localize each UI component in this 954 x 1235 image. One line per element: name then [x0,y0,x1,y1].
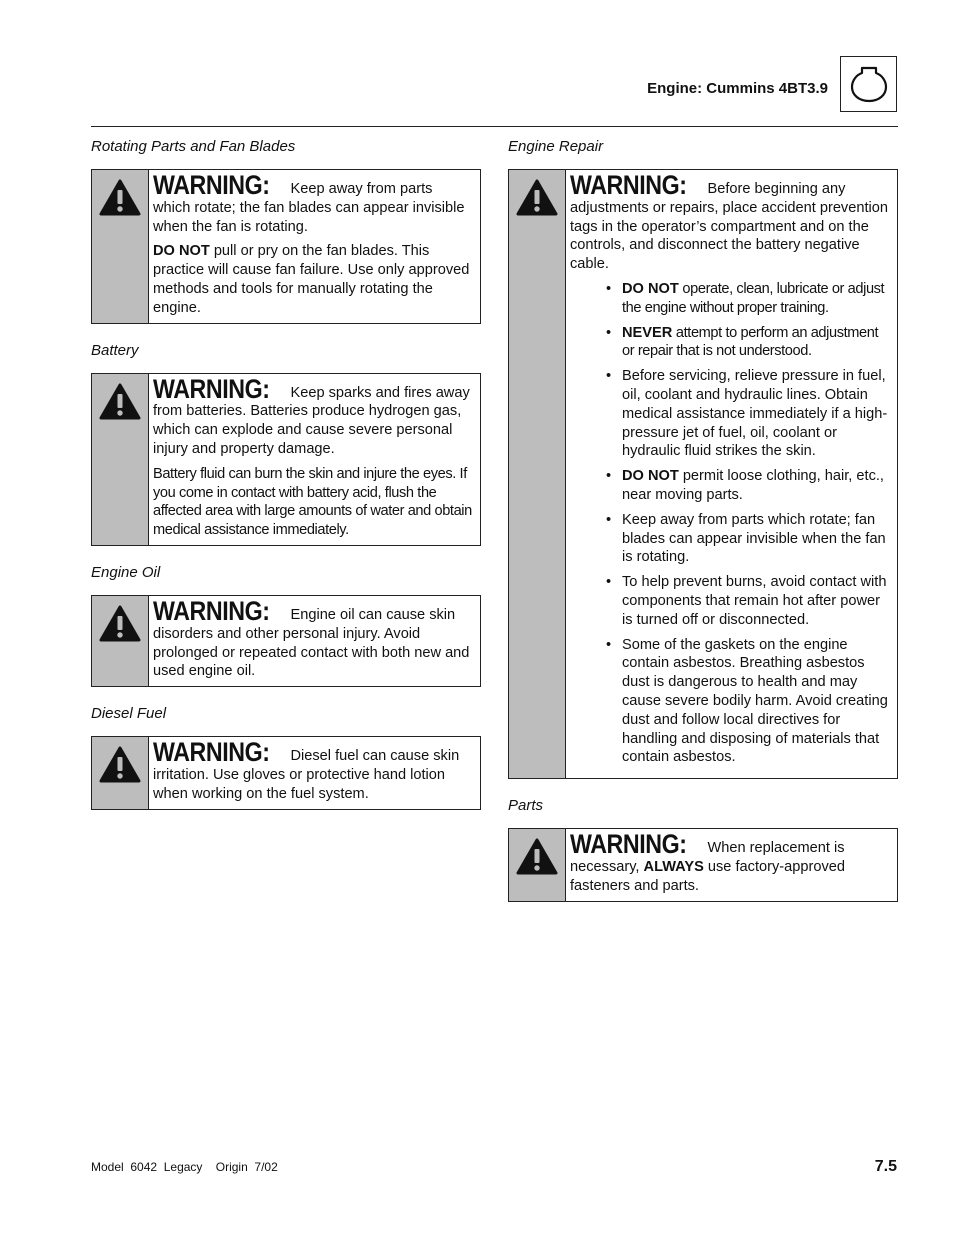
emphasis-text: DO NOT [622,280,679,297]
warning-box-battery [91,373,481,546]
warning-text: Keep away from parts which rotate; the fan blades can appear invisible when the fan is rotating. [153,181,465,235]
page-header-title: Engine: Cummins 4BT3.9 [647,80,828,97]
list-item [622,324,889,362]
warning-triangle-icon [98,178,142,218]
warning-word: WARNING: [153,595,270,626]
list-item [622,280,889,318]
warning-text: pull or pry on the fan blades. This practice will cause fan failure. Use only approved methods and tools for manually rotating the engine. [153,243,470,316]
emphasis-text: DO NOT [622,468,679,485]
header-rule [91,126,898,127]
list-item-text: permit loose clothing, hair, etc., near moving parts. [622,468,884,503]
warning-word: WARNING: [570,170,687,200]
warning-box-parts [508,828,898,901]
page-number: 7.5 [874,1158,897,1175]
warning-text: Keep sparks and fires away from batteries. Batteries produce hydrogen gas, which can explode and cause severe personal injury and property damage. [153,384,470,457]
warning-text: Before beginning any adjustments or repairs, place accident prevention tags in the operator’s compartment and on the controls, and disconnect the battery negative cable. [570,181,888,273]
warning-box-engine-oil [91,595,481,687]
warning-text: use factory-approved fasteners and parts. [570,858,845,894]
warning-word: WARNING: [153,170,270,200]
emphasis-text: DO NOT [153,243,210,260]
warning-word: WARNING: [153,737,270,768]
bullet-list [570,280,889,767]
list-item [622,467,889,505]
list-item: • Some of the gaskets on the engine contain asbestos. Breathing asbestos dust is dangerous to health and may cause severe bodily harm. Avoid creating dust and follow local directives for handling and disposing of materials that contain asbestos. [622,636,889,768]
warning-box-engine-repair [508,169,898,779]
left-column [91,138,481,828]
section-label-engine-oil: Engine Oil [91,563,161,581]
list-item: • Keep away from parts which rotate; fan blades can appear invisible when the fan is rotating. [622,511,889,567]
warning-triangle-icon [98,604,142,644]
emphasis-text: NEVER [622,324,673,341]
section-label-parts: Parts [508,797,544,815]
warning-box-rotating [91,169,481,324]
right-column [508,138,898,920]
warning-text: When replacement is necessary, [570,840,845,875]
section-label-rotating: Rotating Parts and Fan Blades [91,138,296,155]
warning-text: Engine oil can cause skin disorders and other personal injury. Avoid prolonged or repeated contact with both new and used engine oil. [153,606,470,680]
warning-triangle-icon [98,745,142,785]
list-item-text: attempt to perform an adjustment or repair that is not understood. [622,324,879,360]
warning-box-diesel-fuel [91,736,481,809]
section-label-battery: Battery [91,341,139,359]
footer-model-origin: Model 6042 Legacy Origin 7/02 [91,1160,278,1174]
engine-icon [849,64,889,104]
list-item: • To help prevent burns, avoid contact with components that remain hot after power is turned off or disconnected. [622,573,889,629]
warning-triangle-icon [515,837,559,877]
emphasis-text: ALWAYS [643,858,704,875]
warning-triangle-icon [515,178,559,218]
warning-word: WARNING: [153,373,270,404]
warning-triangle-icon [98,382,142,422]
list-item: • Before servicing, relieve pressure in fuel, oil, coolant and hydraulic lines. Obtain medical assistance immediately if a high-pressure jet of fuel, oil, coolant or hydraulic fluid strikes the skin. [622,367,889,461]
warning-text: Battery fluid can burn the skin and injure the eyes. If you come in contact with battery acid, flush the affected area with large amounts of water and obtain medical assistance immediately. [153,465,472,539]
section-label-diesel-fuel: Diesel Fuel [91,705,167,723]
warning-word: WARNING: [570,829,687,860]
engine-icon-box [840,56,897,112]
list-item-text: operate, clean, lubricate or adjust the engine without proper training. [622,280,885,316]
warning-text: Diesel fuel can cause skin irritation. Use gloves or protective hand lotion when working on the fuel system. [153,748,460,802]
section-label-engine-repair: Engine Repair [508,138,604,155]
